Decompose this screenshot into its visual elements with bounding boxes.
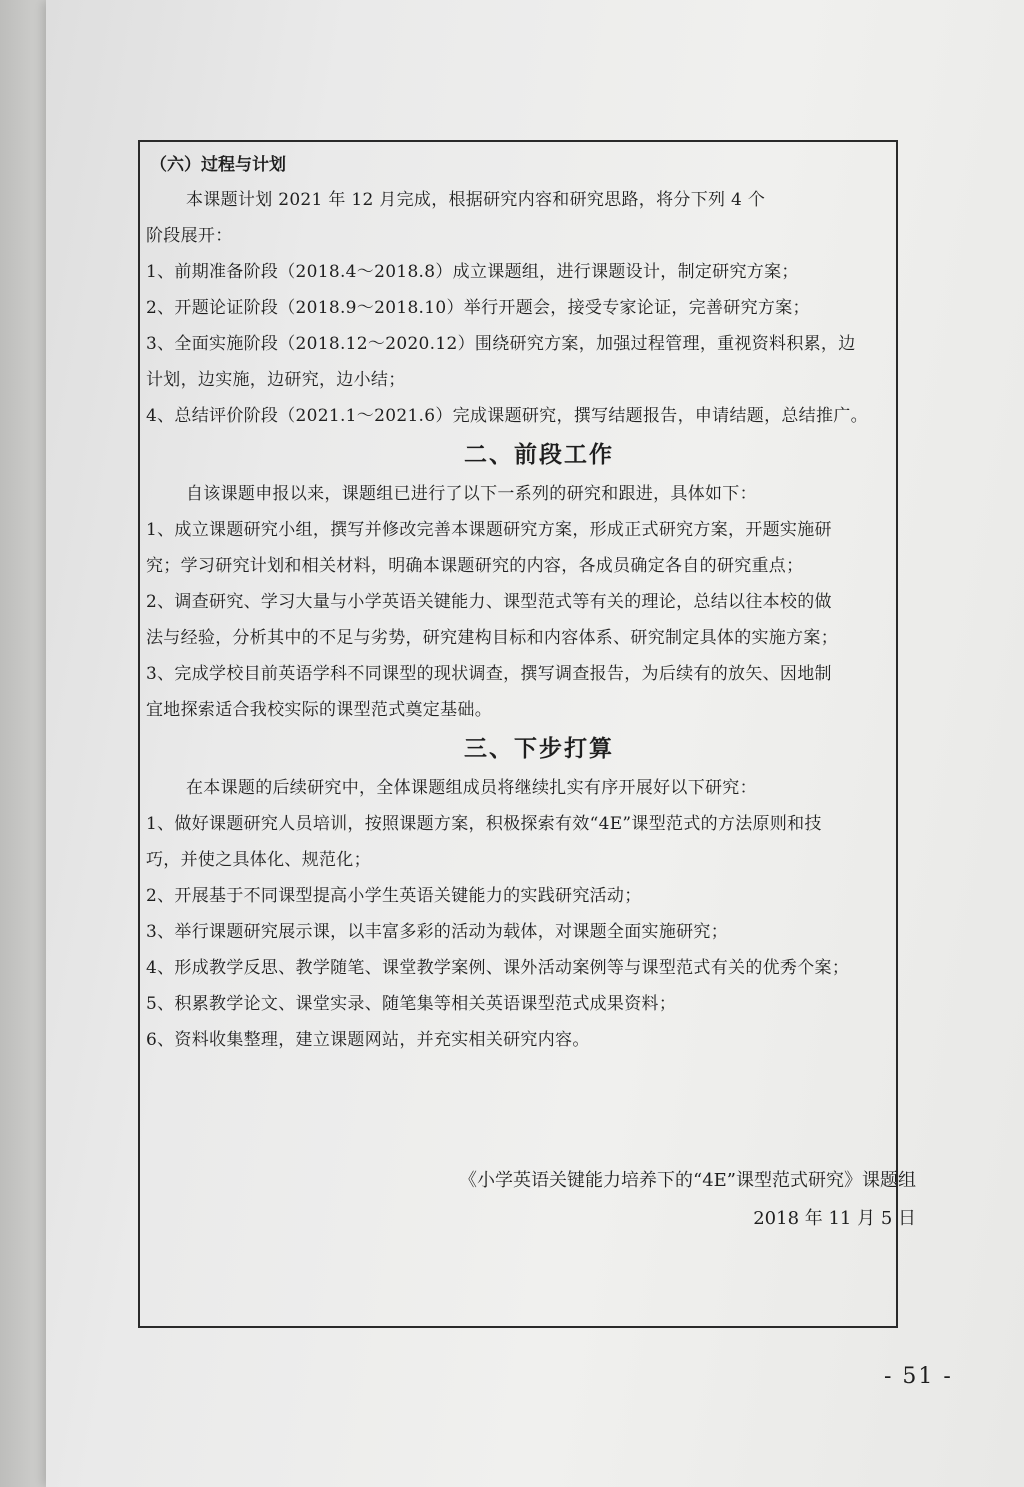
- section-six-item1: 1、前期准备阶段（2018.4～2018.8）成立课题组，进行课题设计，制定研究方案；: [146, 262, 799, 282]
- page-edge-shadow: [0, 0, 46, 1487]
- section-two-item2-line1: 2、调查研究、学习大量与小学英语关键能力、课型范式等有关的理论，总结以往本校的做: [146, 592, 832, 612]
- section-three-item1-line1: 1、做好课题研究人员培训，按照课题方案，积极探索有效“4E”课型范式的方法原则和技: [146, 814, 822, 834]
- section-three-item3: 3、举行课题研究展示课，以丰富多彩的活动为载体，对课题全面实施研究；: [146, 922, 729, 942]
- page-number: - 51 -: [884, 1364, 953, 1389]
- section-six-item2: 2、开题论证阶段（2018.9～2018.10）举行开题会，接受专家论证，完善研究方案；: [146, 298, 810, 318]
- section-six-item3-line2: 计划，边实施，边研究，边小结；: [146, 370, 406, 390]
- section-two-item1-line1: 1、成立课题研究小组，撰写并修改完善本课题研究方案，形成正式研究方案，开题实施研: [146, 520, 832, 540]
- section-six-item3-line1: 3、全面实施阶段（2018.12～2020.12）围绕研究方案，加强过程管理，重视资料积累，边: [146, 334, 856, 354]
- section-three-item6: 6、资料收集整理，建立课题网站，并充实相关研究内容。: [146, 1030, 590, 1050]
- section-two-item1-line2: 究；学习研究计划和相关材料，明确本课题研究的内容，各成员确定各自的研究重点；: [146, 556, 804, 576]
- section-three-item5: 5、积累教学论文、课堂实录、随笔集等相关英语课型范式成果资料；: [146, 994, 677, 1014]
- section-three-item1-line2: 巧，并使之具体化、规范化；: [146, 850, 371, 870]
- section-three-title: 三、下步打算: [464, 736, 614, 762]
- section-six-heading: （六）过程与计划: [150, 155, 286, 175]
- section-two-intro: 自该课题申报以来，课题组已进行了以下一系列的研究和跟进，具体如下：: [186, 484, 757, 504]
- section-three-intro: 在本课题的后续研究中，全体课题组成员将继续扎实有序开展好以下研究：: [186, 778, 757, 798]
- section-two-title: 二、前段工作: [464, 442, 614, 468]
- section-six-intro-line2: 阶段展开：: [146, 226, 233, 246]
- section-six-item4: 4、总结评价阶段（2021.1～2021.6）完成课题研究，撰写结题报告，申请结题，总结推广。: [146, 406, 868, 426]
- section-two-item2-line2: 法与经验，分析其中的不足与劣势，研究建构目标和内容体系、研究制定具体的实施方案；: [146, 628, 838, 648]
- section-three-item2: 2、开展基于不同课型提高小学生英语关键能力的实践研究活动；: [146, 886, 642, 906]
- signature-block: [459, 1162, 916, 1238]
- section-two-item3-line1: 3、完成学校目前英语学科不同课型的现状调查，撰写调查报告，为后续有的放矢、因地制: [146, 664, 832, 684]
- section-six-intro-line1: 本课题计划 2021 年 12 月完成，根据研究内容和研究思路，将分下列 4 个: [186, 190, 766, 210]
- signature-group: 《小学英语关键能力培养下的“4E”课型范式研究》课题组: [459, 1170, 916, 1191]
- document-content: [146, 148, 892, 1058]
- signature-date: 2018 年 11 月 5 日: [753, 1208, 916, 1229]
- section-two-item3-line2: 宜地探索适合我校实际的课型范式奠定基础。: [146, 700, 492, 720]
- section-three-item4: 4、形成教学反思、教学随笔、课堂教学案例、课外活动案例等与课型范式有关的优秀个案；: [146, 958, 850, 978]
